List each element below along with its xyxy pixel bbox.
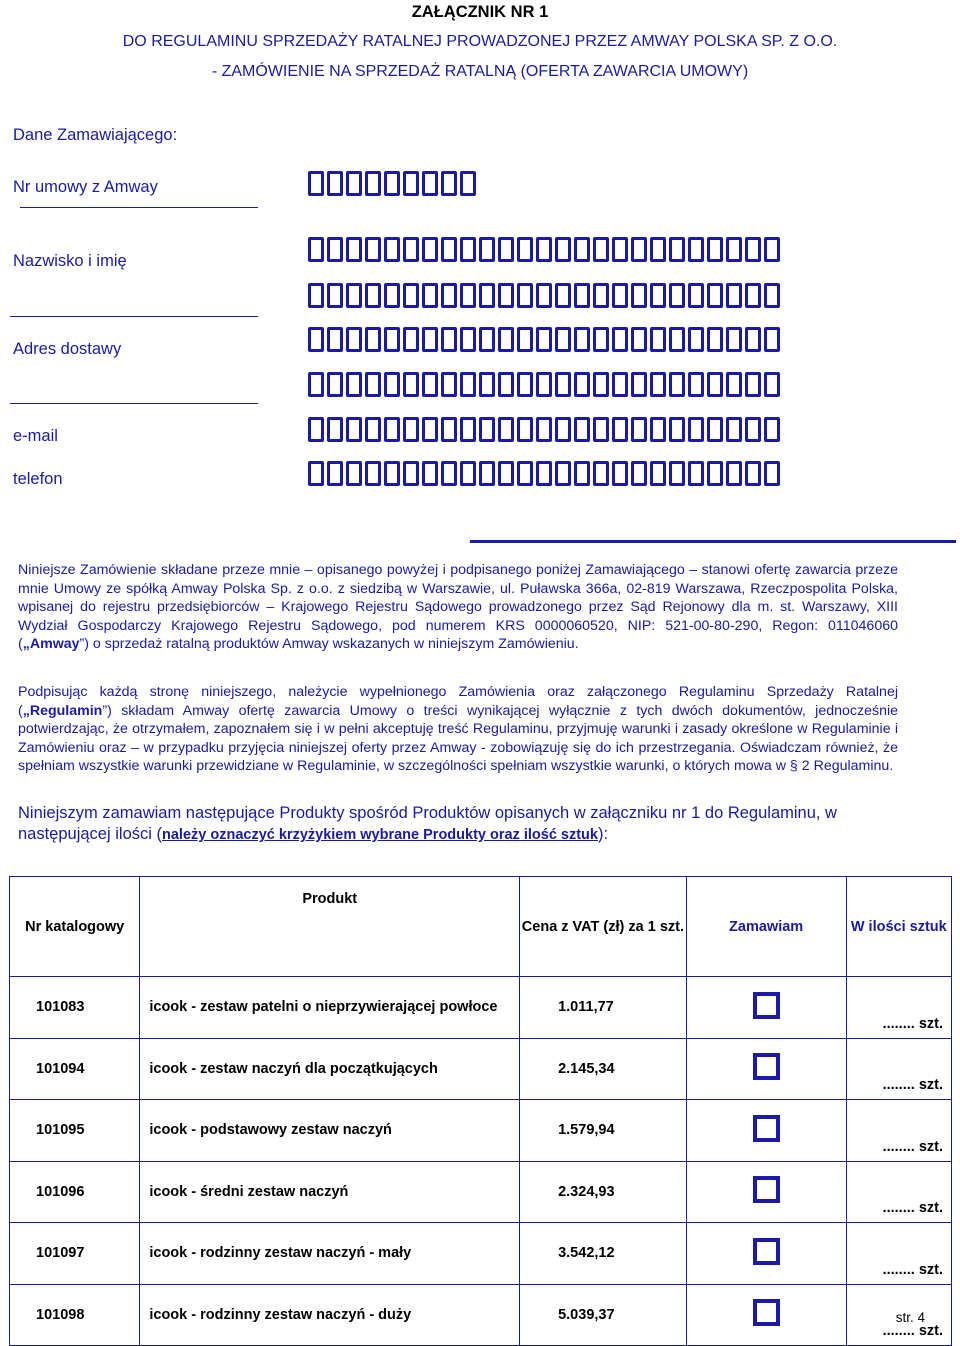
page-number: str. 4	[895, 1310, 925, 1325]
product-price: 5.039,37	[520, 1284, 687, 1346]
character-box[interactable]	[346, 237, 362, 262]
character-box[interactable]	[460, 171, 476, 196]
character-box[interactable]	[422, 283, 438, 308]
character-box[interactable]	[498, 372, 514, 397]
character-box[interactable]	[460, 417, 476, 442]
character-box[interactable]	[688, 372, 704, 397]
character-box[interactable]	[593, 417, 609, 442]
character-box[interactable]	[536, 461, 552, 486]
character-box[interactable]	[555, 283, 571, 308]
character-box[interactable]	[669, 283, 685, 308]
product-name: icook - zestaw patelni o nieprzywierającej powłoce	[140, 977, 520, 1039]
contract-number-boxes[interactable]	[308, 171, 476, 196]
character-box[interactable]	[574, 237, 590, 262]
character-box[interactable]	[479, 283, 495, 308]
header-price: Cena z VAT (zł) za 1 szt.	[520, 877, 687, 977]
character-box[interactable]	[308, 171, 324, 196]
character-box[interactable]	[574, 327, 590, 352]
character-box[interactable]	[536, 372, 552, 397]
character-box[interactable]	[365, 237, 381, 262]
quantity-field[interactable]: ........ szt.	[846, 1100, 951, 1162]
character-box[interactable]	[384, 461, 400, 486]
character-box[interactable]	[650, 417, 666, 442]
character-box[interactable]	[517, 283, 533, 308]
character-box[interactable]	[346, 372, 362, 397]
character-box[interactable]	[479, 461, 495, 486]
character-box[interactable]	[517, 372, 533, 397]
offer-paragraph: Niniejsze Zamówienie składane przeze mnie – opisanego powyżej i podpisanego poniżej Zamawiającego – stanowi ofertę zawarcia przeze mnie Umowy ze spółką Amway Polska Sp. z o.o. z siedzibą w Warszawie, ul. Puławska 366a, 02-819 Warszawa, Rzeczpospolita Polska, wpisanej do rejestru przedsiębiorców – Krajowego Rejestru Sądowego prowadzonego przez Sąd Rejonowy dla m. st. Warszawy, XIII Wydział Gospodarczy Krajowego Rejestru Sądowego, pod numerem KRS 0000060520, NIP: 521-00-80-290, Regon: 011046060 („Amway”) o sprzedaż ratalną produktów Amway wskazanych w niniejszym Zamówieniu.	[18, 562, 898, 652]
order-checkbox[interactable]	[753, 1115, 780, 1142]
character-box[interactable]	[441, 283, 457, 308]
character-box[interactable]	[365, 171, 381, 196]
order-checkbox-cell[interactable]	[686, 977, 846, 1039]
character-box[interactable]	[365, 283, 381, 308]
character-box[interactable]	[327, 283, 343, 308]
header-order: Zamawiam	[686, 877, 846, 977]
character-box[interactable]	[441, 327, 457, 352]
character-box[interactable]	[688, 327, 704, 352]
character-box[interactable]	[764, 237, 780, 262]
order-checkbox[interactable]	[753, 992, 780, 1019]
character-box[interactable]	[441, 461, 457, 486]
character-box[interactable]	[555, 372, 571, 397]
character-box[interactable]	[346, 461, 362, 486]
quantity-field[interactable]: ........ szt.	[846, 1038, 951, 1100]
character-box[interactable]	[327, 461, 343, 486]
character-box[interactable]	[365, 327, 381, 352]
character-box[interactable]	[422, 372, 438, 397]
product-price: 1.579,94	[520, 1100, 687, 1162]
order-checkbox-cell[interactable]	[686, 1038, 846, 1100]
character-box[interactable]	[365, 461, 381, 486]
character-box[interactable]	[688, 461, 704, 486]
character-box[interactable]	[308, 461, 324, 486]
character-box[interactable]	[346, 171, 362, 196]
character-box[interactable]	[403, 417, 419, 442]
quantity-field[interactable]: ........ szt.	[846, 977, 951, 1039]
character-box[interactable]	[726, 237, 742, 262]
character-box[interactable]	[593, 461, 609, 486]
product-price: 2.145,34	[520, 1038, 687, 1100]
product-name: icook - średni zestaw naczyń	[140, 1161, 520, 1223]
catalog-number: 101083	[10, 977, 140, 1039]
character-box[interactable]	[593, 237, 609, 262]
field-underline	[10, 403, 258, 404]
character-box[interactable]	[384, 372, 400, 397]
character-box[interactable]	[403, 372, 419, 397]
character-box[interactable]	[327, 237, 343, 262]
character-box[interactable]	[365, 417, 381, 442]
character-box[interactable]	[593, 372, 609, 397]
character-box[interactable]	[707, 237, 723, 262]
character-box[interactable]	[460, 372, 476, 397]
field-underline	[10, 316, 258, 317]
character-box[interactable]	[346, 417, 362, 442]
character-box[interactable]	[593, 327, 609, 352]
character-box[interactable]	[745, 417, 761, 442]
character-box[interactable]	[327, 417, 343, 442]
character-box[interactable]	[612, 417, 628, 442]
character-box[interactable]	[764, 283, 780, 308]
order-checkbox-cell[interactable]	[686, 1161, 846, 1223]
order-checkbox-cell[interactable]	[686, 1223, 846, 1285]
character-box[interactable]	[555, 417, 571, 442]
character-box[interactable]	[612, 283, 628, 308]
character-box[interactable]	[688, 417, 704, 442]
address-boxes-2[interactable]	[308, 327, 780, 352]
character-box[interactable]	[403, 171, 419, 196]
character-box[interactable]	[517, 327, 533, 352]
address-boxes-1[interactable]	[308, 283, 780, 308]
character-box[interactable]	[498, 283, 514, 308]
character-box[interactable]	[308, 237, 324, 262]
table-row	[10, 1100, 952, 1162]
character-box[interactable]	[612, 461, 628, 486]
character-box[interactable]	[631, 327, 647, 352]
character-box[interactable]	[650, 283, 666, 308]
document-subtitle-2: - ZAMÓWIENIE NA SPRZEDAŻ RATALNĄ (OFERTA ZAWARCIA UMOWY)	[211, 63, 749, 80]
field-label-name: Nazwisko i imię	[13, 252, 127, 270]
character-box[interactable]	[650, 461, 666, 486]
table-row	[10, 1038, 952, 1100]
character-box[interactable]	[707, 372, 723, 397]
character-box[interactable]	[650, 327, 666, 352]
character-box[interactable]	[650, 372, 666, 397]
character-box[interactable]	[517, 237, 533, 262]
character-box[interactable]	[650, 237, 666, 262]
character-box[interactable]	[403, 237, 419, 262]
character-box[interactable]	[745, 237, 761, 262]
character-box[interactable]	[441, 237, 457, 262]
character-box[interactable]	[745, 327, 761, 352]
character-box[interactable]	[669, 327, 685, 352]
character-box[interactable]	[384, 171, 400, 196]
email-boxes[interactable]	[308, 417, 780, 442]
character-box[interactable]	[631, 417, 647, 442]
character-box[interactable]	[479, 327, 495, 352]
character-box[interactable]	[612, 237, 628, 262]
catalog-number: 101094	[10, 1038, 140, 1100]
product-name: icook - rodzinny zestaw naczyń - mały	[140, 1223, 520, 1285]
catalog-number: 101097	[10, 1223, 140, 1285]
field-label-phone: telefon	[13, 470, 63, 488]
character-box[interactable]	[441, 417, 457, 442]
product-name: icook - rodzinny zestaw naczyń - duży	[140, 1284, 520, 1346]
character-box[interactable]	[384, 283, 400, 308]
character-box[interactable]	[308, 417, 324, 442]
product-name: icook - podstawowy zestaw naczyń	[140, 1100, 520, 1162]
section-title: Dane Zamawiającego:	[13, 126, 178, 144]
character-box[interactable]	[308, 327, 324, 352]
character-box[interactable]	[574, 417, 590, 442]
character-box[interactable]	[669, 461, 685, 486]
character-box[interactable]	[479, 237, 495, 262]
character-box[interactable]	[365, 372, 381, 397]
catalog-number: 101098	[10, 1284, 140, 1346]
catalog-number: 101095	[10, 1100, 140, 1162]
character-box[interactable]	[460, 461, 476, 486]
character-box[interactable]	[726, 461, 742, 486]
acceptance-paragraph: Podpisując każdą stronę niniejszego, należycie wypełnionego Zamówienia oraz załączonego Regulaminu Sprzedaży Ratalnej („Regulamin”) składam Amway ofertę zawarcia Umowy o treści wynikającej wyłącznie z tych dwóch dokumentów, jednocześnie potwierdzając, że otrzymałem, zapoznałem się i w pełni akceptuję treść Regulaminu, przyjmuję warunki i zasady określone w Regulaminie i Zamówieniu oraz – w przypadku przyjęcia niniejszej oferty przez Amway - zobowiązuję się do ich przestrzegania. Oświadczam również, że spełniam wszystkie warunki przewidziane w Regulaminie, w szczególności spełniam wszystkie warunki, o których mowa w § 2 Regulaminu.	[18, 684, 898, 774]
field-underline	[20, 207, 258, 208]
character-box[interactable]	[631, 283, 647, 308]
product-price: 3.542,12	[520, 1223, 687, 1285]
character-box[interactable]	[403, 461, 419, 486]
character-box[interactable]	[555, 327, 571, 352]
character-box[interactable]	[460, 327, 476, 352]
character-box[interactable]	[441, 171, 457, 196]
character-box[interactable]	[726, 417, 742, 442]
character-box[interactable]	[346, 283, 362, 308]
document-subtitle: DO REGULAMINU SPRZEDAŻY RATALNEJ PROWADZONEJ PRZEZ AMWAY POLSKA SP. Z O.O.	[122, 33, 838, 50]
field-label-address: Adres dostawy	[13, 340, 122, 358]
product-price: 2.324,93	[520, 1161, 687, 1223]
character-box[interactable]	[479, 372, 495, 397]
character-box[interactable]	[574, 283, 590, 308]
character-box[interactable]	[631, 237, 647, 262]
character-box[interactable]	[612, 327, 628, 352]
character-box[interactable]	[517, 461, 533, 486]
character-box[interactable]	[707, 327, 723, 352]
character-box[interactable]	[707, 417, 723, 442]
order-checkbox[interactable]	[753, 1053, 780, 1080]
character-box[interactable]	[745, 372, 761, 397]
header-quantity: W ilości sztuk	[846, 877, 951, 977]
character-box[interactable]	[669, 372, 685, 397]
character-box[interactable]	[327, 372, 343, 397]
character-box[interactable]	[536, 283, 552, 308]
character-box[interactable]	[612, 372, 628, 397]
character-box[interactable]	[764, 372, 780, 397]
table-row	[10, 1284, 952, 1346]
quantity-field[interactable]: ........ szt.	[846, 1284, 951, 1346]
character-box[interactable]	[745, 283, 761, 308]
character-box[interactable]	[498, 417, 514, 442]
character-box[interactable]	[707, 461, 723, 486]
products-table	[9, 876, 952, 1346]
character-box[interactable]	[403, 283, 419, 308]
character-box[interactable]	[460, 237, 476, 262]
character-box[interactable]	[764, 417, 780, 442]
character-box[interactable]	[726, 372, 742, 397]
field-label-contract: Nr umowy z Amway	[13, 178, 158, 196]
character-box[interactable]	[726, 283, 742, 308]
document-title: ZAŁĄCZNIK NR 1	[411, 3, 549, 21]
order-checkbox[interactable]	[753, 1299, 780, 1326]
address-boxes-3[interactable]	[308, 372, 780, 397]
phone-boxes[interactable]	[308, 461, 780, 486]
field-label-email: e-mail	[13, 427, 58, 445]
character-box[interactable]	[574, 461, 590, 486]
name-boxes[interactable]	[308, 237, 780, 262]
order-checkbox[interactable]	[753, 1176, 780, 1203]
character-box[interactable]	[555, 461, 571, 486]
character-box[interactable]	[422, 327, 438, 352]
character-box[interactable]	[308, 372, 324, 397]
character-box[interactable]	[308, 283, 324, 308]
character-box[interactable]	[498, 237, 514, 262]
character-box[interactable]	[764, 327, 780, 352]
character-box[interactable]	[422, 237, 438, 262]
table-header-row	[10, 877, 952, 977]
character-box[interactable]	[536, 237, 552, 262]
product-price: 1.011,77	[520, 977, 687, 1039]
character-box[interactable]	[441, 372, 457, 397]
character-box[interactable]	[517, 417, 533, 442]
character-box[interactable]	[631, 461, 647, 486]
header-product: Produkt	[140, 877, 520, 977]
catalog-number: 101096	[10, 1161, 140, 1223]
section-divider	[470, 540, 956, 543]
character-box[interactable]	[536, 417, 552, 442]
character-box[interactable]	[384, 327, 400, 352]
character-box[interactable]	[422, 171, 438, 196]
character-box[interactable]	[403, 327, 419, 352]
character-box[interactable]	[327, 171, 343, 196]
order-paragraph: Niniejszym zamawiam następujące Produkty spośród Produktów opisanych w załączniku nr 1 do Regulaminu, w następującej ilości (należy oznaczyć krzyżykiem wybrane Produkty oraz ilość sztuk):	[18, 804, 837, 843]
order-checkbox-cell[interactable]	[686, 1284, 846, 1346]
order-checkbox[interactable]	[753, 1238, 780, 1265]
quantity-field[interactable]: ........ szt.	[846, 1223, 951, 1285]
character-box[interactable]	[346, 327, 362, 352]
table-row	[10, 1161, 952, 1223]
character-box[interactable]	[631, 372, 647, 397]
character-box[interactable]	[688, 237, 704, 262]
character-box[interactable]	[707, 283, 723, 308]
character-box[interactable]	[422, 417, 438, 442]
character-box[interactable]	[422, 461, 438, 486]
character-box[interactable]	[555, 237, 571, 262]
character-box[interactable]	[327, 327, 343, 352]
product-name: icook - zestaw naczyń dla początkujących	[140, 1038, 520, 1100]
character-box[interactable]	[688, 283, 704, 308]
character-box[interactable]	[669, 417, 685, 442]
header-catalog-number: Nr katalogowy	[10, 877, 140, 977]
character-box[interactable]	[764, 461, 780, 486]
table-row	[10, 1223, 952, 1285]
character-box[interactable]	[384, 237, 400, 262]
character-box[interactable]	[593, 283, 609, 308]
quantity-field[interactable]: ........ szt.	[846, 1161, 951, 1223]
character-box[interactable]	[669, 237, 685, 262]
character-box[interactable]	[574, 372, 590, 397]
character-box[interactable]	[498, 461, 514, 486]
order-checkbox-cell[interactable]	[686, 1100, 846, 1162]
character-box[interactable]	[384, 417, 400, 442]
character-box[interactable]	[498, 327, 514, 352]
table-row	[10, 977, 952, 1039]
character-box[interactable]	[479, 417, 495, 442]
character-box[interactable]	[745, 461, 761, 486]
character-box[interactable]	[460, 283, 476, 308]
character-box[interactable]	[536, 327, 552, 352]
character-box[interactable]	[726, 327, 742, 352]
